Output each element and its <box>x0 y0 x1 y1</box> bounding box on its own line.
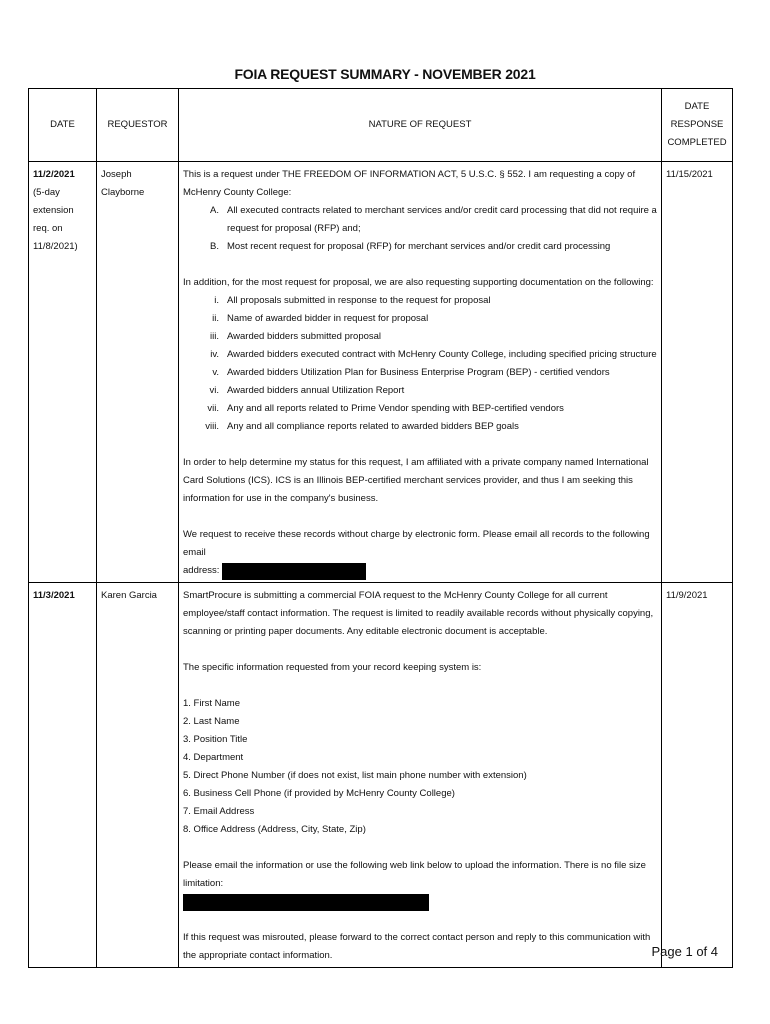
list-item <box>183 202 657 238</box>
list-text: Most recent request for proposal (RFP) for merchant services and/or credit card processing <box>227 241 611 252</box>
list-text: Awarded bidders submitted proposal <box>227 331 382 342</box>
request-paragraph: If this request was misrouted, please forward to the correct contact person and reply to this communication with the appropriate contact information. <box>183 932 651 961</box>
list-item <box>183 346 657 364</box>
list-item: 4. Department <box>183 752 244 763</box>
row-date <box>29 162 97 583</box>
header-nature: NATURE OF REQUEST <box>179 89 662 162</box>
list-item <box>183 400 657 418</box>
table-row <box>29 162 733 583</box>
row-nature <box>179 162 662 583</box>
list-marker: i. <box>214 295 219 306</box>
row-completed: 11/9/2021 <box>662 583 733 968</box>
info-list <box>183 695 657 839</box>
header-completed-line1: DATE RESPONSE <box>670 101 724 130</box>
list-item: 2. Last Name <box>183 716 240 727</box>
list-item <box>183 310 657 328</box>
list-marker: ii. <box>212 313 219 324</box>
request-list-a <box>183 202 657 256</box>
list-item: 1. First Name <box>183 698 241 709</box>
list-text: Awarded bidders annual Utilization Report <box>227 385 405 396</box>
list-text: All proposals submitted in response to the request for proposal <box>227 295 491 306</box>
list-text: Any and all compliance reports related to awarded bidders BEP goals <box>227 421 519 432</box>
list-marker: v. <box>212 367 219 378</box>
list-text: Name of awarded bidder in request for proposal <box>227 313 429 324</box>
list-marker: B. <box>210 241 219 252</box>
header-requestor: REQUESTOR <box>97 89 179 162</box>
date-note: (5-day extension <box>33 187 74 216</box>
list-marker: A. <box>210 205 219 216</box>
table-row <box>29 583 733 968</box>
list-item <box>183 364 657 382</box>
request-intro: SmartProcure is submitting a commercial FOIA request to the McHenry County College for all current employee/staff contact information. The request is limited to readily available records without physically copying, scanning or printing paper documents. Any editable electronic document is acceptable. <box>183 590 654 637</box>
request-paragraph: In addition, for the most request for proposal, we are also requesting supporting documentation on the following: <box>183 277 654 288</box>
list-marker: iii. <box>210 331 219 342</box>
list-item: 7. Email Address <box>183 806 255 817</box>
address-label: address: <box>183 565 220 576</box>
list-item <box>183 328 657 346</box>
list-item <box>183 292 657 310</box>
list-marker: iv. <box>210 349 219 360</box>
redacted-link <box>183 894 429 911</box>
row-completed: 11/15/2021 <box>662 162 733 583</box>
row-requestor: Joseph Clayborne <box>97 162 179 583</box>
list-marker: vi. <box>209 385 219 396</box>
list-marker: viii. <box>205 421 219 432</box>
request-paragraph: The specific information requested from your record keeping system is: <box>183 662 482 673</box>
foia-table <box>28 88 733 968</box>
request-paragraph: Please email the information or use the following web link below to upload the information. There is no file size limitation: <box>183 860 646 889</box>
list-item <box>183 382 657 400</box>
address-line <box>183 562 657 580</box>
list-marker: vii. <box>207 403 219 414</box>
list-text: Any and all reports related to Prime Vendor spending with BEP-certified vendors <box>227 403 564 414</box>
header-completed-line2: COMPLETED <box>667 137 727 148</box>
list-item: 6. Business Cell Phone (if provided by McHenry County College) <box>183 788 455 799</box>
date-note: req. on <box>33 223 63 234</box>
row-date: 11/3/2021 <box>29 583 97 968</box>
request-paragraph: In order to help determine my status for this request, I am affiliated with a private company named International Card Solutions (ICS). ICS is an Illinois BEP-certified merchant services provider, and thus I am seeking this information for use in the company's business. <box>183 457 649 504</box>
date-value: 11/2/2021 <box>33 169 75 180</box>
list-item: 3. Position Title <box>183 734 248 745</box>
list-item: 5. Direct Phone Number (if does not exist, list main phone number with extension) <box>183 770 527 781</box>
redacted-link-line <box>183 893 657 911</box>
list-item <box>183 238 657 256</box>
header-date: DATE <box>29 89 97 162</box>
request-list-b <box>183 292 657 436</box>
row-requestor: Karen Garcia <box>97 583 179 968</box>
list-item: 8. Office Address (Address, City, State, Zip) <box>183 824 366 835</box>
list-text: All executed contracts related to merchant services and/or credit card processing that did not require a request for proposal (RFP) and; <box>227 205 657 234</box>
page-number: Page 1 of 4 <box>651 944 718 959</box>
header-row <box>29 89 733 162</box>
header-completed <box>662 89 733 162</box>
request-intro: This is a request under THE FREEDOM OF INFORMATION ACT, 5 U.S.C. § 552. I am requesting a copy of McHenry County College: <box>183 169 636 198</box>
request-paragraph: We request to receive these records without charge by electronic form. Please email all records to the following email <box>183 529 650 558</box>
date-note: 11/8/2021) <box>33 241 78 252</box>
list-text: Awarded bidders executed contract with McHenry County College, including specified pricing structure <box>227 349 657 360</box>
redacted-email <box>222 563 366 580</box>
row-nature <box>179 583 662 968</box>
list-text: Awarded bidders Utilization Plan for Business Enterprise Program (BEP) - certified vendors <box>227 367 610 378</box>
list-item <box>183 418 657 436</box>
page-title: FOIA REQUEST SUMMARY - NOVEMBER 2021 <box>234 66 536 82</box>
